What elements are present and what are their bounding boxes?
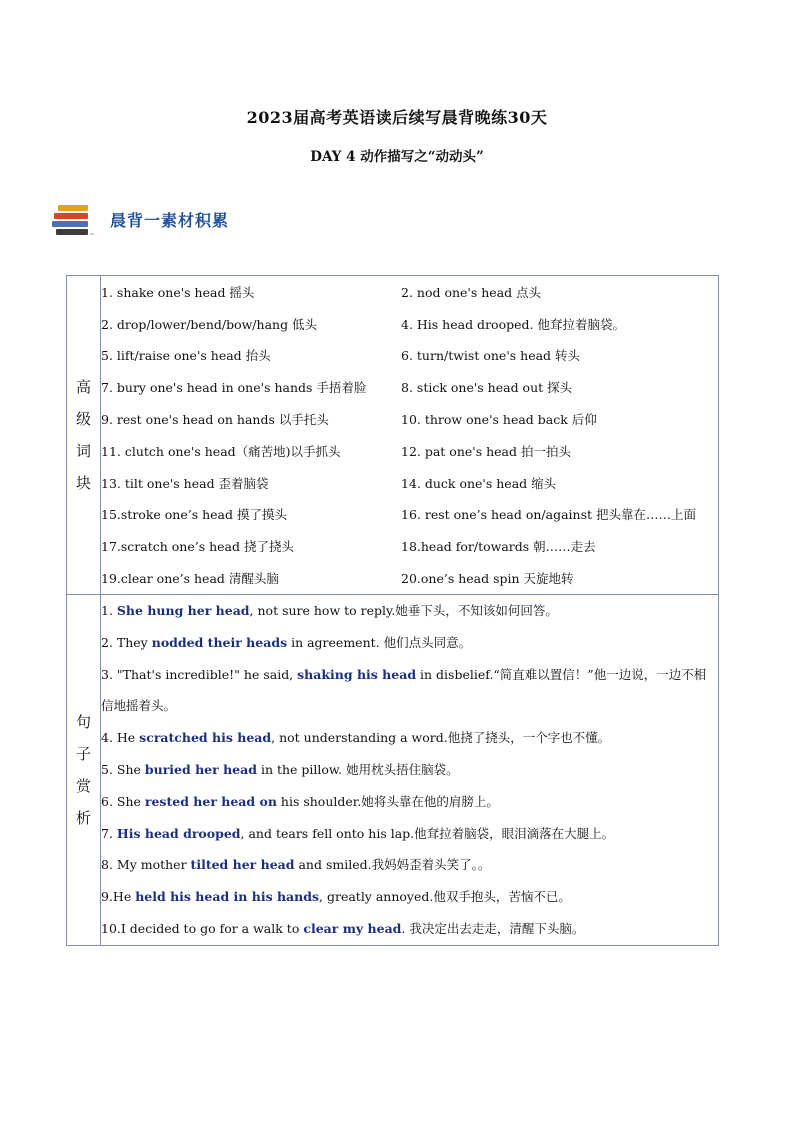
vocab-item-row: [101, 276, 718, 308]
page-title: 2023届高考英语读后续写晨背晚练30天: [246, 108, 548, 127]
vocab-item: 6. turn/twist one's head 转头: [401, 348, 581, 364]
sentences-side-label: [67, 594, 101, 945]
sentence-item: [101, 659, 718, 723]
sentences-row: [67, 594, 719, 945]
sentences-side-char: 子: [75, 744, 91, 763]
sentence-text: 6. She: [101, 793, 145, 809]
vocab-item: 20.one’s head spin 天旋地转: [401, 571, 574, 587]
sentence-text: in agreement. 他们点头同意。: [287, 634, 472, 650]
sentence-text: in disbelief.“简直难以置信！”他一边说，一边不相信地摇着头。: [101, 666, 707, 714]
sentence-highlight: nodded their heads: [151, 634, 288, 650]
sentence-text: 2. They: [101, 634, 152, 650]
vocab-row: [67, 276, 719, 595]
sentence-text: 1.: [101, 602, 117, 618]
sentences-side-char: 句: [75, 712, 91, 731]
sentence-text: , not sure how to reply.她垂下头，不知该如何回答。: [249, 602, 558, 618]
vocab-item-row: [101, 371, 718, 403]
sentence-highlight: held his head in his hands: [135, 889, 320, 905]
vocab-item-row: [101, 499, 718, 531]
sentence-text: . 我决定出去走走，清醒下头脑。: [401, 920, 585, 936]
vocab-item: 10. throw one's head back 后仰: [401, 412, 597, 428]
sentence-text: and smiled.我妈妈歪着头笑了。。: [294, 857, 491, 873]
sentence-highlight: shaking his head: [297, 666, 417, 682]
vocab-item: 2. drop/lower/bend/bow/hang 低头: [101, 316, 318, 332]
sentence-text: 7.: [101, 825, 117, 841]
vocab-item: 2. nod one's head 点头: [401, 284, 542, 300]
content-table: [66, 275, 719, 946]
vocab-side-char: 块: [75, 473, 91, 492]
sentence-highlight: His head drooped: [116, 825, 241, 841]
vocab-item-row: [101, 308, 718, 340]
section-header: [50, 202, 229, 236]
vocab-item: 1. shake one's head 摇头: [101, 284, 255, 300]
sentence-text: 5. She: [101, 761, 145, 777]
sentences-side-char: 赏: [75, 776, 91, 795]
sentence-highlight: tilted her head: [190, 857, 295, 873]
sentence-item: [101, 595, 718, 627]
vocab-item: 17.scratch one’s head 挠了挠头: [101, 539, 294, 555]
sentence-item: [101, 786, 718, 818]
vocab-item: 8. stick one's head out 探头: [401, 380, 573, 396]
sentence-item: [101, 881, 718, 913]
sentence-item: [101, 849, 718, 881]
sentence-highlight: buried her head: [144, 761, 257, 777]
sentence-item: [101, 627, 718, 659]
vocab-side-char: 级: [75, 409, 91, 428]
sentence-list: [101, 594, 719, 945]
sentence-text: 8. My mother: [101, 857, 191, 873]
vocab-item-row: [101, 403, 718, 435]
vocab-item-row: [101, 435, 718, 467]
vocab-side-label: [67, 276, 101, 595]
sentence-text: , and tears fell onto his lap.他耷拉着脑袋，眼泪滴落在大腿上。: [240, 825, 615, 841]
books-icon: [50, 203, 96, 235]
sentence-highlight: rested her head on: [144, 793, 277, 809]
vocab-side-char: 词: [75, 441, 91, 460]
sentence-text: 10.I decided to go for a walk to: [101, 920, 304, 936]
vocab-item: 18.head for/towards 朝……走去: [401, 539, 596, 555]
vocab-item: 4. His head drooped. 他耷拉着脑袋。: [401, 316, 625, 332]
sentence-text: , not understanding a word.他挠了挠头，一个字也不懂。: [271, 730, 611, 746]
sentence-text: 3. "That's incredible!" he said,: [101, 666, 298, 682]
vocab-item: 5. lift/raise one's head 抬头: [101, 348, 271, 364]
sentence-highlight: She hung her head: [116, 602, 250, 618]
sentence-item: [101, 754, 718, 786]
vocab-item: 9. rest one's head on hands 以手托头: [101, 412, 329, 428]
sentence-text: 4. He: [101, 730, 140, 746]
sentence-text: 9.He: [101, 889, 136, 905]
sentence-text: his shoulder.她将头靠在他的肩膀上。: [276, 793, 499, 809]
sentence-highlight: clear my head: [303, 920, 402, 936]
sentences-side-char: 析: [75, 808, 91, 827]
sentence-text: , greatly annoyed.他双手抱头，苦恼不已。: [319, 889, 571, 905]
vocab-item: 13. tilt one's head 歪着脑袋: [101, 475, 269, 491]
page-subtitle: DAY 4 动作描写之“动动头”: [310, 149, 484, 165]
vocab-item: 16. rest one’s head on/against 把头靠在……上面: [401, 507, 697, 523]
sentence-item: [101, 818, 718, 850]
vocab-item: 11. clutch one's head（痛苦地)以手抓头: [101, 443, 341, 459]
vocab-item-row: [101, 530, 718, 562]
vocab-item-row: [101, 340, 718, 372]
vocab-list: [101, 276, 719, 595]
sentence-item: [101, 913, 718, 945]
vocab-side-char: 高: [75, 377, 91, 396]
sentence-text: in the pillow. 她用枕头捂住脑袋。: [256, 761, 459, 777]
section-label: 晨背一素材积累: [110, 210, 230, 230]
vocab-item: 14. duck one's head 缩头: [401, 475, 557, 491]
vocab-item: 12. pat one's head 拍一拍头: [401, 443, 571, 459]
vocab-item-row: [101, 562, 718, 594]
vocab-item: 15.stroke one’s head 摸了摸头: [101, 507, 287, 523]
sentence-highlight: scratched his head: [139, 730, 272, 746]
vocab-item-row: [101, 467, 718, 499]
vocab-item: 7. bury one's head in one's hands 手捂着脸: [101, 380, 367, 396]
sentence-item: [101, 722, 718, 754]
vocab-item: 19.clear one’s head 清醒头脑: [101, 571, 279, 587]
